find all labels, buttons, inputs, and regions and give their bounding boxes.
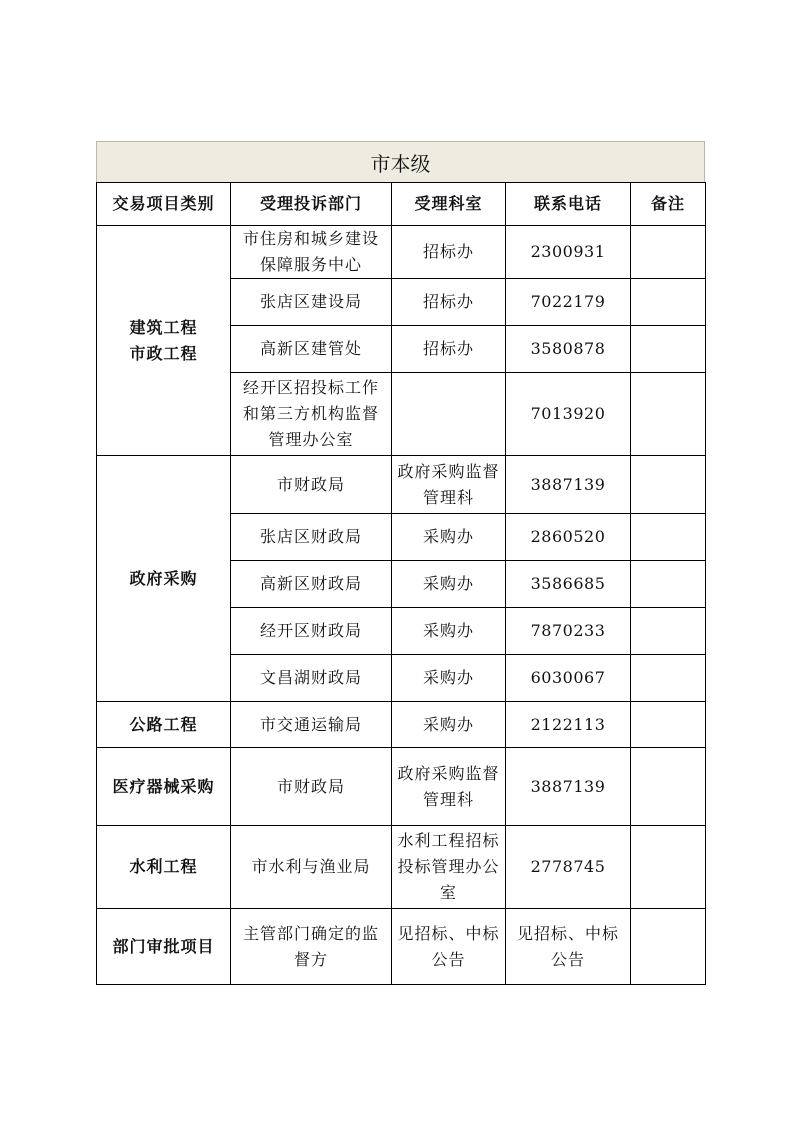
note-cell: [631, 279, 706, 326]
office-cell: 招标办: [392, 226, 506, 279]
phone-cell: 3580878: [506, 326, 631, 373]
table-row: [97, 456, 706, 514]
phone-cell: 3887139: [506, 456, 631, 514]
dept-cell: 张店区建设局: [231, 279, 392, 326]
phone-cell: 2778745: [506, 826, 631, 909]
note-cell: [631, 608, 706, 655]
note-cell: [631, 748, 706, 826]
phone-cell: 7022179: [506, 279, 631, 326]
office-cell: 见招标、中标公告: [392, 909, 506, 985]
category-cell-highway: 公路工程: [97, 702, 231, 748]
phone-cell: 3887139: [506, 748, 631, 826]
section-title: 市本级: [96, 141, 705, 182]
phone-cell: 3586685: [506, 561, 631, 608]
header-category: 交易项目类别: [97, 183, 231, 226]
table-row: [97, 748, 706, 826]
note-cell: [631, 326, 706, 373]
phone-cell: 2860520: [506, 514, 631, 561]
table-row: [97, 826, 706, 909]
dept-cell: 经开区招投标工作和第三方机构监督管理办公室: [231, 373, 392, 456]
office-cell: 采购办: [392, 561, 506, 608]
office-cell: 招标办: [392, 279, 506, 326]
dept-cell: 张店区财政局: [231, 514, 392, 561]
complaint-contact-table: [96, 182, 706, 985]
office-cell: 采购办: [392, 702, 506, 748]
header-row: [97, 183, 706, 226]
office-cell: 招标办: [392, 326, 506, 373]
header-note: 备注: [631, 183, 706, 226]
office-cell: 水利工程招标投标管理办公室: [392, 826, 506, 909]
category-cell-approval: 部门审批项目: [97, 909, 231, 985]
office-cell: [392, 373, 506, 456]
phone-cell: 7870233: [506, 608, 631, 655]
category-cell-water: 水利工程: [97, 826, 231, 909]
phone-cell: 见招标、中标公告: [506, 909, 631, 985]
dept-cell: 经开区财政局: [231, 608, 392, 655]
note-cell: [631, 514, 706, 561]
office-cell: 采购办: [392, 608, 506, 655]
dept-cell: 高新区财政局: [231, 561, 392, 608]
table-row: [97, 226, 706, 279]
dept-cell: 市财政局: [231, 748, 392, 826]
office-cell: 政府采购监督管理科: [392, 748, 506, 826]
phone-cell: 2122113: [506, 702, 631, 748]
category-cell-construction: 建筑工程 市政工程: [97, 226, 231, 456]
phone-cell: 2300931: [506, 226, 631, 279]
dept-cell: 市水利与渔业局: [231, 826, 392, 909]
note-cell: [631, 373, 706, 456]
category-cell-procurement: 政府采购: [97, 456, 231, 702]
office-cell: 政府采购监督管理科: [392, 456, 506, 514]
note-cell: [631, 702, 706, 748]
note-cell: [631, 456, 706, 514]
header-phone: 联系电话: [506, 183, 631, 226]
category-cell-medical: 医疗器械采购: [97, 748, 231, 826]
note-cell: [631, 561, 706, 608]
office-cell: 采购办: [392, 514, 506, 561]
phone-cell: 7013920: [506, 373, 631, 456]
office-cell: 采购办: [392, 655, 506, 702]
table-row: [97, 909, 706, 985]
dept-cell: 市住房和城乡建设保障服务中心: [231, 226, 392, 279]
header-dept: 受理投诉部门: [231, 183, 392, 226]
note-cell: [631, 655, 706, 702]
note-cell: [631, 226, 706, 279]
dept-cell: 市财政局: [231, 456, 392, 514]
note-cell: [631, 909, 706, 985]
dept-cell: 高新区建管处: [231, 326, 392, 373]
phone-cell: 6030067: [506, 655, 631, 702]
dept-cell: 文昌湖财政局: [231, 655, 392, 702]
note-cell: [631, 826, 706, 909]
dept-cell: 市交通运输局: [231, 702, 392, 748]
document-page: [96, 141, 705, 985]
header-office: 受理科室: [392, 183, 506, 226]
table-row: [97, 702, 706, 748]
dept-cell: 主管部门确定的监督方: [231, 909, 392, 985]
